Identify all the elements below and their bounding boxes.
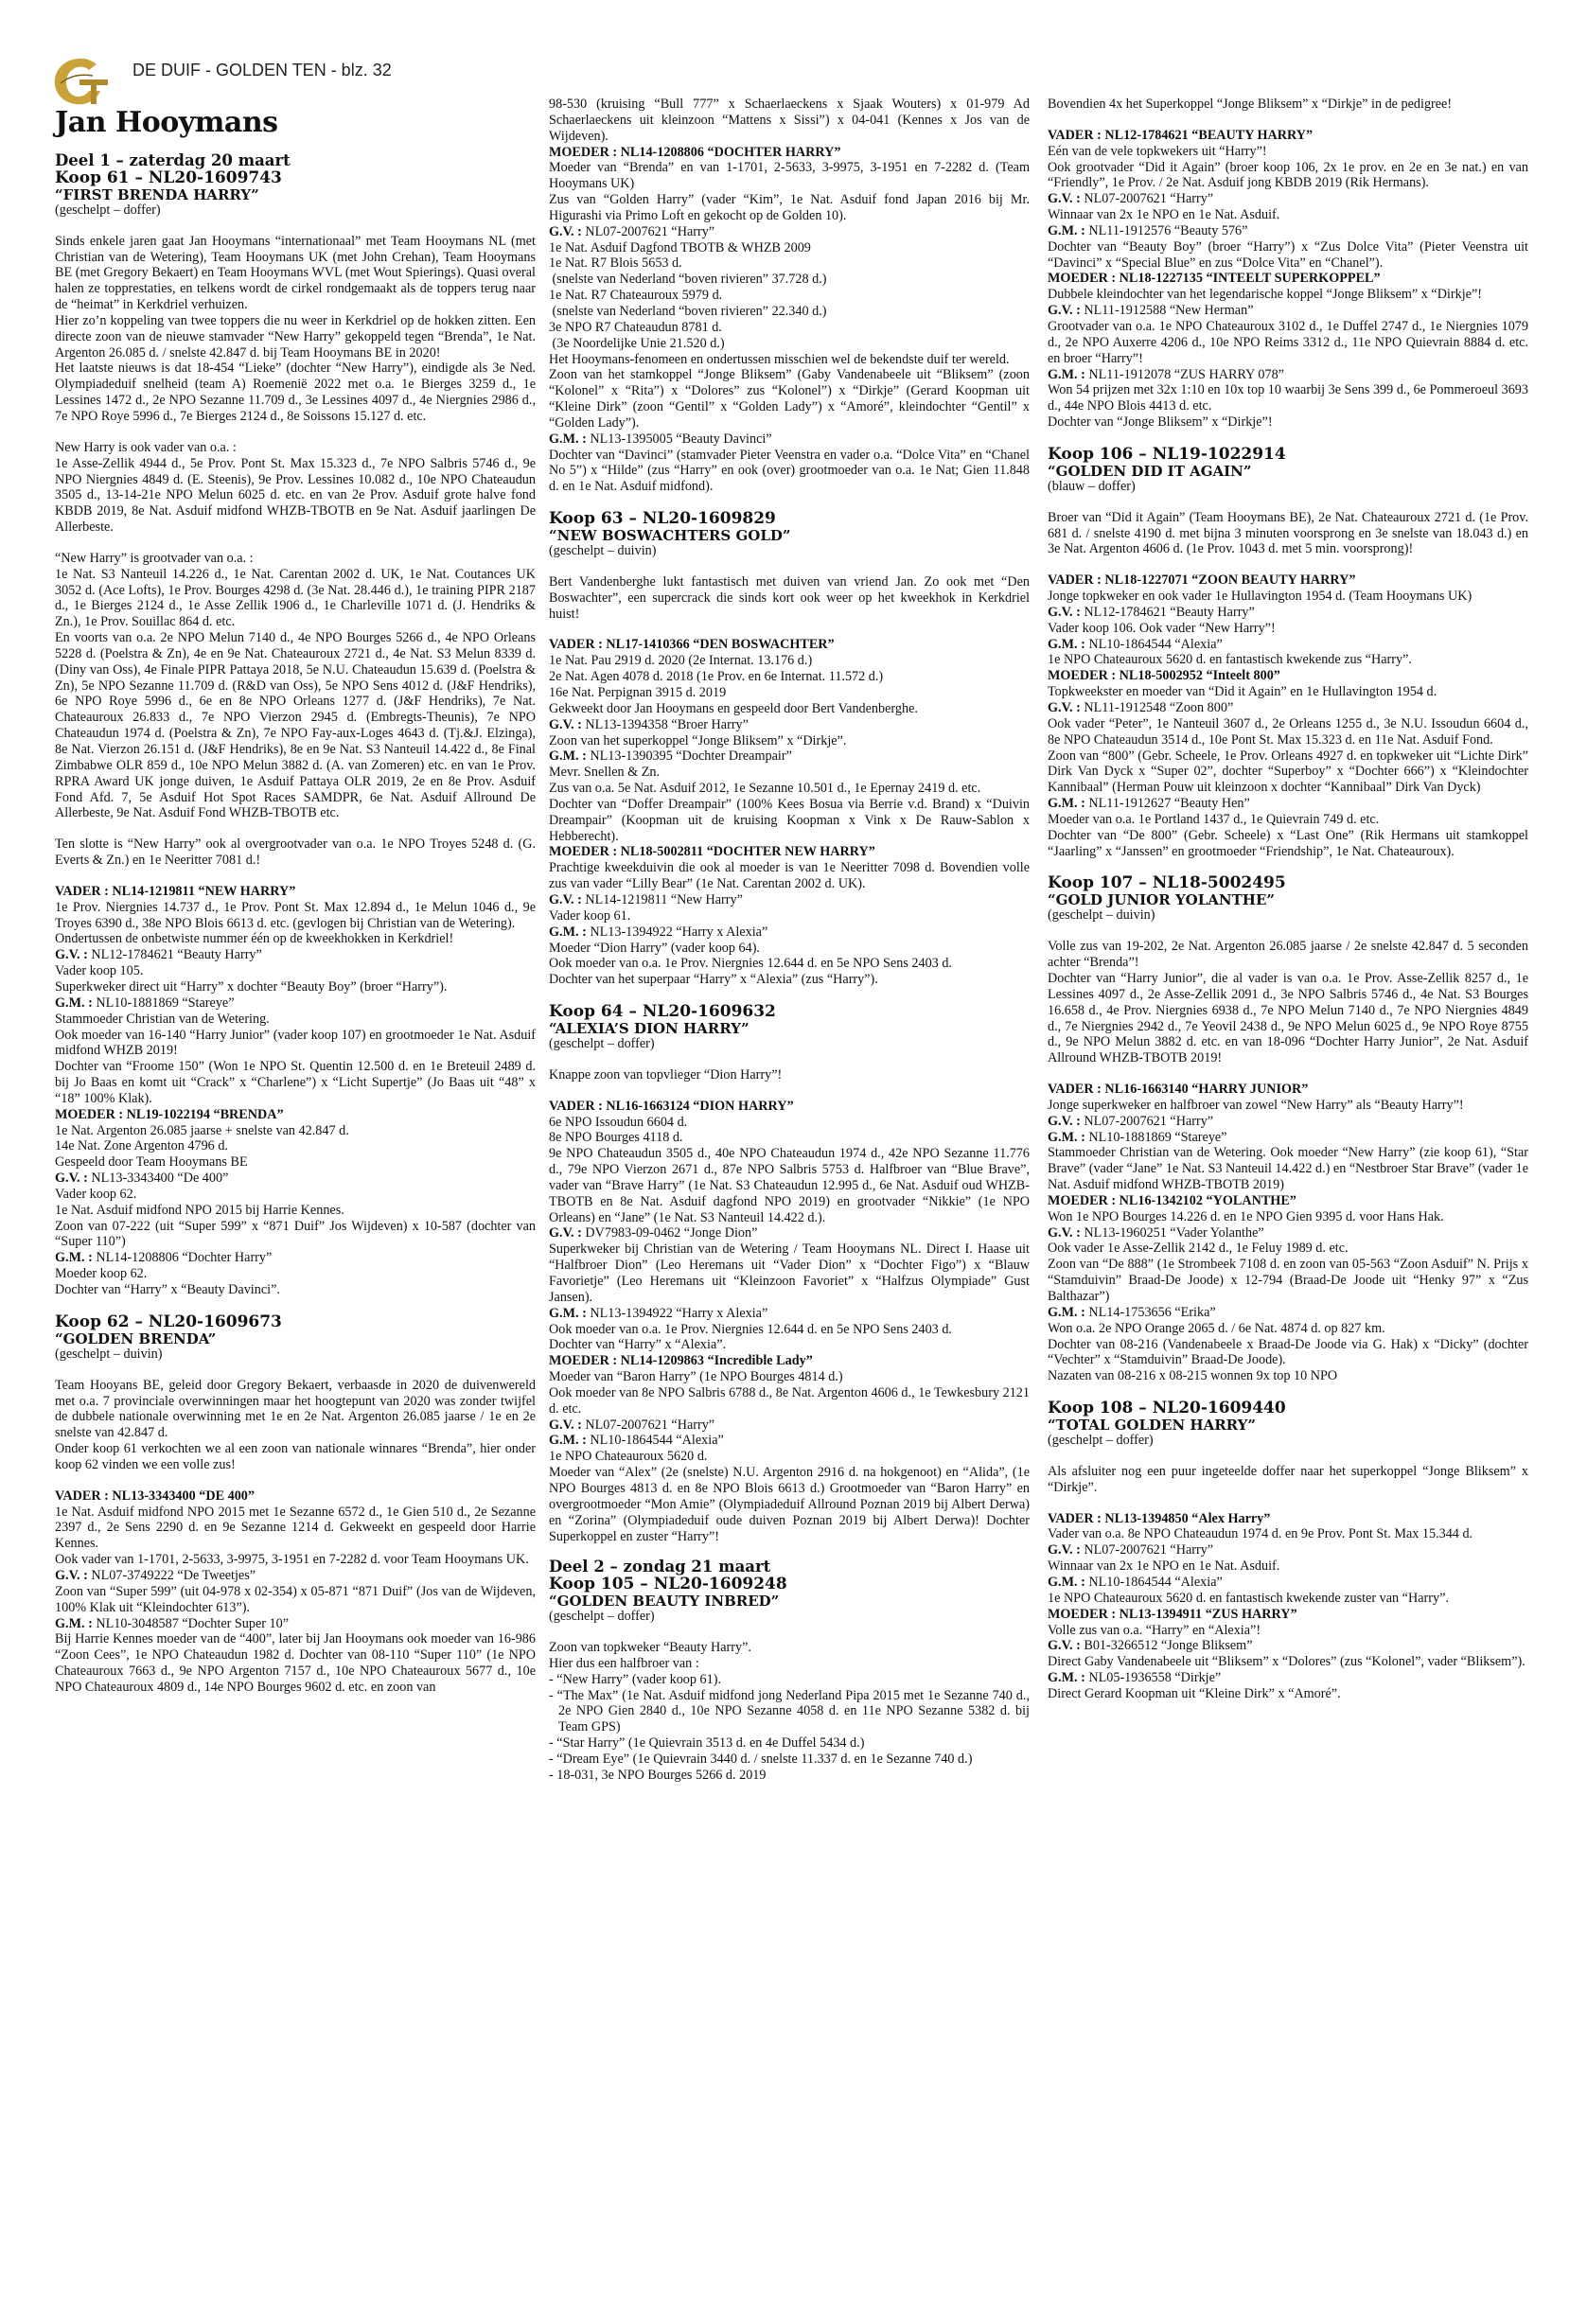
paragraph: Zus van “Golden Harry” (vader “Kim”, 1e Nat. Asduif fond Japan 2016 bij Mr. Higurashi via Primo Loft en gekocht op de Golden 10). — [549, 192, 1033, 223]
lot-heading: Koop 61 – NL20-1609743 — [55, 167, 282, 187]
pedigree-prefix: G.V. : — [55, 947, 88, 963]
paragraph: Dochter van “Froome 150” (Won 1e NPO St. Quentin 12.500 d. en 1e Breteuil 2489 d. bij Jo Baas en komt uit “Crack” x “Charlene”) x “Licht Supertje” (Jo Baas uit “48” x “18” 100% Klak). — [55, 1059, 539, 1106]
pedigree-prefix: G.V. : — [549, 1417, 582, 1433]
paragraph: G.V. : NL07-2007621 “Harry” — [549, 1417, 715, 1433]
paragraph: Vader van o.a. 8e NPO Chateaudun 1974 d. en 9e Prov. Pont St. Max 15.344 d. — [1048, 1526, 1473, 1542]
lot-heading: Koop 107 – NL18-5002495 — [1048, 873, 1286, 893]
list-item: - “New Harry” (vader koop 61). — [549, 1671, 721, 1687]
paragraph: Stammoeder Christian van de Wetering. — [55, 1011, 270, 1027]
paragraph: Bij Harrie Kennes moeder van de “400”, later bij Jan Hooymans ook moeder van 16-986 “Zoon Cees”, 1e NPO Chateaudun 1982 d. Dochter van 08-110 “Super 110” (1e NPO Chateauroux 7663 d., 9e NPO Argenton 7157 d., 10e NPO Chateauroux 5677 d., 10e NPO Chateauroux 4809 d., 14e NPO Bourges 9602 d. etc. en zoon van — [55, 1631, 539, 1695]
paragraph: Dochter van “De 800” (Gebr. Scheele) x “Last One” (Rik Hermans uit stamkoppel “Jaarling” x “Janssen” en grootmoeder “Friendship”, 1e Nat. Chateauroux). — [1048, 827, 1532, 859]
pedigree-prefix: G.V. : — [1048, 1113, 1081, 1129]
paragraph: Gekweekt door Jan Hooymans en gespeeld door Bert Vandenberghe. — [549, 700, 918, 716]
paragraph: G.M. : NL10-1864544 “Alexia” — [1048, 636, 1223, 652]
column-1 — [55, 151, 539, 1696]
paragraph: Grootvader van o.a. 1e NPO Chateauroux 3102 d., 1e Duffel 2747 d., 1e Niergnies 1079 d., 2e NPO Auxerre 4206 d., 10e NPO Reims 3312 d., 11e NPO Quievrain 8884 d. etc. en broer “Harry”! — [1048, 318, 1532, 366]
parent-heading: VADER : NL13-3343400 “DE 400” — [55, 1488, 255, 1504]
paragraph: G.V. : B01-3266512 “Jonge Bliksem” — [1048, 1638, 1253, 1654]
pedigree-prefix: G.V. : — [1048, 1224, 1081, 1241]
paragraph: G.M. : NL11-1912576 “Beauty 576” — [1048, 222, 1248, 238]
paragraph: G.V. : NL07-2007621 “Harry” — [1048, 191, 1214, 207]
paragraph: 1e Nat. R7 Blois 5653 d. — [549, 255, 682, 272]
paragraph: Ook grootvader “Did it Again” (broer koop 106, 2x 1e prov. en 2e en 3e nat.) en van “Friendly”, 1e Prov. / 2e Nat. Asduif jong KBDB 2019 (Rik Hermans). — [1048, 159, 1532, 191]
paragraph: Ten slotte is “New Harry” ook al overgrootvader van o.a. 1e NPO Troyes 5248 d. (G. Everts & Zn.) en 1e Neeritter 7081 d.! — [55, 836, 539, 869]
lot-sex: (geschelpt – doffer) — [55, 202, 161, 218]
lot-sex: (blauw – doffer) — [1048, 478, 1136, 494]
pedigree-prefix: G.V. : — [55, 1171, 88, 1187]
paragraph: G.V. : NL07-2007621 “Harry” — [1048, 1113, 1214, 1129]
pedigree-prefix: G.V. : — [1048, 1542, 1081, 1558]
spacer — [1048, 431, 1528, 446]
paragraph: Superkweker bij Christian van de Wetering / Team Hooymans NL. Direct I. Haase uit “Halfbroer Dion” (Leo Heremans uit “Vader Dion” x “Dochter Figo”) x “Blauw Favorietje” (Leo Heremans uit “Kleinzoon Favoriet” x “Halfzus Olympiade” Gust Jansen). — [549, 1241, 1033, 1305]
parent-heading: MOEDER : NL13-1394911 “ZUS HARRY” — [1048, 1606, 1297, 1622]
paragraph: Jonge topkweker en ook vader 1e Hullavington 1954 d. (Team Hooymans UK) — [1048, 589, 1472, 605]
paragraph: (3e Noordelijke Unie 21.520 d.) — [549, 335, 725, 351]
section-heading: Deel 1 – zaterdag 20 maart — [55, 151, 291, 169]
lot-heading: Koop 62 – NL20-1609673 — [55, 1312, 282, 1331]
paragraph: Ondertussen de onbetwiste nummer één op de kweekhokken in Kerkdriel! — [55, 931, 454, 947]
pedigree-prefix: G.V. : — [1048, 191, 1081, 207]
paragraph: (snelste van Nederland “boven rivieren” 37.728 d.) — [549, 272, 827, 288]
parent-heading: VADER : NL18-1227071 “ZOON BEAUTY HARRY” — [1048, 572, 1356, 589]
paragraph: Dubbele kleindochter van het legendarische koppel “Jonge Bliksem” x “Dirkje”! — [1048, 287, 1482, 303]
lot-name: “TOTAL GOLDEN HARRY” — [1048, 1417, 1257, 1435]
paragraph: Nazaten van 08-216 x 08-215 wonnen 9x top 10 NPO — [1048, 1368, 1338, 1384]
paragraph: Won o.a. 2e NPO Orange 2065 d. / 6e Nat. 4874 d. op 827 km. — [1048, 1320, 1385, 1336]
paragraph: Stammoeder Christian van de Wetering. Ook moeder “New Harry” (zie koop 61), “Star Brave” (vader “Jane” 1e Nat. S3 Nanteuil 14.422 d.) en “Nestbroer Star Brave” (vader 1e Nat. Asduif midfond WHZB-TBOTB 2019) — [1048, 1145, 1532, 1193]
pedigree-prefix: G.M. : — [1048, 222, 1085, 238]
pedigree-prefix: G.V. : — [1048, 303, 1081, 319]
paragraph: Ook moeder van 8e NPO Salbris 6788 d., 8e Nat. Argenton 4606 d., 1e Tewkesbury 2121 d. etc. — [549, 1384, 1033, 1417]
lot-heading: Koop 64 – NL20-1609632 — [549, 1002, 776, 1022]
header-text: DE DUIF - GOLDEN TEN - blz. 32 — [132, 61, 392, 79]
paragraph: Dochter van “Harry” x “Beauty Davinci”. — [55, 1282, 280, 1297]
paragraph: Gespeeld door Team Hooymans BE — [55, 1154, 248, 1171]
paragraph: Ook moeder van o.a. 1e Prov. Niergnies 12.644 d. en 5e NPO Sens 2403 d. — [549, 956, 952, 972]
paragraph: 8e NPO Bourges 4118 d. — [549, 1130, 683, 1146]
spacer — [1048, 1066, 1528, 1082]
lot-name: “FIRST BRENDA HARRY” — [55, 185, 259, 203]
paragraph: Moeder van “Baron Harry” (1e NPO Bourges 4814 d.) — [549, 1369, 843, 1385]
parent-heading: MOEDER : NL19-1022194 “BRENDA” — [55, 1106, 284, 1122]
paragraph: Ook vader van 1-1701, 2-5633, 3-9975, 3-1951 en 7-2282 d. voor Team Hooymans UK. — [55, 1552, 529, 1568]
pedigree-prefix: G.V. : — [549, 223, 582, 239]
paragraph: Vader koop 62. — [55, 1186, 137, 1202]
parent-heading: MOEDER : NL14-1208806 “DOCHTER HARRY” — [549, 144, 841, 160]
paragraph: G.M. : NL10-1881869 “Stareye” — [55, 995, 235, 1011]
spacer — [1048, 859, 1528, 874]
parent-heading: MOEDER : NL18-1227135 “INTEELT SUPERKOPPEL” — [1048, 271, 1381, 287]
article-title: Jan Hooymans — [55, 106, 278, 139]
paragraph: G.M. : NL13-1394922 “Harry x Alexia” — [549, 1305, 768, 1321]
paragraph: Hier zo’n koppeling van twee toppers die nu weer in Kerkdriel op de hokken zitten. Een directe zoon van de nieuwe stamvader “New Harry” gekoppeld tegen “Brenda”, 1e Nat. Argenton 26.085 d. / snelste 42.847 d. bij Team Hooymans BE in 2020! — [55, 312, 539, 361]
paragraph: 9e NPO Chateaudun 3505 d., 40e NPO Chateaudun 1974 d., 42e NPO Sezanne 11.776 d., 79e NPO Vierzon 2671 d., 87e NPO Salbris 5753 d. Halfbroer van “Blue Brave”, vader van “Brave Harry” (1e Nat. S3 Chateaudun 12.995 d., 6e Nat. Asduif oud WHZB-TBOTB en 8e Nat. Asduif dagfond NPO 2019) en grootvader “Nikkie” (1e NPO Orleans) en “Jane” (1e Nat. S3 Nanteuil 14.422 d.). — [549, 1146, 1033, 1225]
paragraph: G.M. : NL14-1208806 “Dochter Harry” — [55, 1250, 273, 1266]
pedigree-prefix: G.M. : — [1048, 1304, 1085, 1320]
pedigree-prefix: G.M. : — [549, 924, 587, 940]
spacer — [1048, 1384, 1528, 1400]
paragraph: Zoon van 07-222 (uit “Super 599” x “871 Duif” Jos Wijdeven) x 10-587 (dochter van “Super 110”) — [55, 1218, 539, 1250]
paragraph: Superkweker direct uit “Harry” x dochter “Beauty Boy” (broer “Harry”). — [55, 978, 448, 995]
paragraph: Team Hooyans BE, geleid door Gregory Bekaert, verbaasde in 2020 de duivenwereld met o.a. 7 provinciale overwinningen maar het hoogtepunt van 2020 was zonder twijfel de dubbele nationale overwinning met 1e en 2e Nat. Argenton 26.085 jaarse / 1e en 2e snelste van 42.847 d. — [55, 1377, 539, 1441]
paragraph: G.V. : NL12-1784621 “Beauty Harry” — [1048, 604, 1255, 620]
paragraph: Onder koop 61 verkochten we al een zoon van nationale winnares “Brenda”, hier onder koop 62 vinden we een volle zus! — [55, 1441, 539, 1472]
pedigree-prefix: G.M. : — [1048, 1129, 1085, 1145]
paragraph: G.V. : NL13-1394358 “Broer Harry” — [549, 716, 749, 732]
paragraph: Winnaar van 2x 1e NPO en 1e Nat. Asduif. — [1048, 1558, 1280, 1575]
column-3 — [1048, 97, 1532, 1702]
paragraph: G.V. : NL07-3749222 “De Tweetjes” — [55, 1567, 256, 1583]
parent-heading: VADER : NL14-1219811 “NEW HARRY” — [55, 883, 296, 899]
spacer — [1048, 113, 1528, 128]
paragraph: Vader koop 106. Ook vader “New Harry”! — [1048, 620, 1276, 636]
paragraph: Dochter van “Jonge Bliksem” x “Dirkje”! — [1048, 414, 1273, 431]
paragraph: Dochter van “Doffer Dreampair” (100% Kees Bosua via Berrie v.d. Brand) x “Duivin Dreampair” (Koopman uit de kruising Koopman x Vink x De Rauw-Sablon x Hebberecht). — [549, 796, 1033, 844]
paragraph: G.V. : NL11-1912548 “Zoon 800” — [1048, 700, 1234, 715]
paragraph: G.V. : NL14-1219811 “New Harry” — [549, 891, 743, 907]
parent-heading: MOEDER : NL14-1209863 “Incredible Lady” — [549, 1353, 813, 1369]
golden-ten-logo-icon — [51, 55, 117, 108]
spacer — [55, 425, 536, 440]
lot-sex: (geschelpt – doffer) — [549, 1609, 655, 1625]
pedigree-prefix: G.V. : — [1048, 700, 1081, 715]
parent-heading: MOEDER : NL18-5002952 “Inteelt 800” — [1048, 668, 1280, 684]
paragraph: Knappe zoon van topvlieger “Dion Harry”! — [549, 1066, 783, 1083]
paragraph: New Harry is ook vader van o.a. : — [55, 439, 237, 455]
paragraph: Dochter van het superpaar “Harry” x “Alexia” (zus “Harry”). — [549, 972, 878, 988]
pedigree-prefix: G.M. : — [549, 431, 587, 447]
paragraph: Bert Vandenberghe lukt fantastisch met duiven van vriend Jan. Zo ook met “Den Boswachter”, een supercrack die sinds kort ook weer op het kweekhok in Kerkdriel huist! — [549, 573, 1033, 622]
parent-heading: MOEDER : NL16-1342102 “YOLANTHE” — [1048, 1192, 1296, 1208]
paragraph: Moeder van o.a. 1e Portland 1437 d., 1e Quievrain 749 d. etc. — [1048, 811, 1380, 827]
paragraph: 1e Prov. Niergnies 14.737 d., 1e Prov. Pont St. Max 12.894 d., 1e Melun 1046 d., 9e Troyes 6390 d., 38e NPO Blois 6613 d. etc. (gevlogen bij Christian van de Wetering). — [55, 899, 539, 931]
paragraph: 1e NPO Chateauroux 5620 d. en fantastisch kwekende zuster van “Harry”. — [1048, 1590, 1449, 1606]
lot-name: “GOLDEN DID IT AGAIN” — [1048, 462, 1252, 480]
spacer — [1048, 557, 1528, 572]
paragraph: G.V. : NL07-2007621 “Harry” — [549, 223, 715, 239]
pedigree-prefix: G.M. : — [55, 995, 93, 1011]
paragraph: G.M. : NL10-1864544 “Alexia” — [549, 1433, 724, 1449]
spacer — [55, 536, 536, 551]
lot-sex: (geschelpt – duivin) — [549, 543, 657, 559]
paragraph: 16e Nat. Perpignan 3915 d. 2019 — [549, 685, 727, 700]
pedigree-prefix: G.V. : — [1048, 604, 1081, 620]
paragraph: G.V. : NL11-1912588 “New Herman” — [1048, 303, 1254, 319]
paragraph: G.M. : NL13-1394922 “Harry x Alexia” — [549, 924, 768, 940]
lot-sex: (geschelpt – doffer) — [1048, 1433, 1154, 1449]
paragraph: G.M. : NL10-1864544 “Alexia” — [1048, 1574, 1223, 1590]
paragraph: Zoon van het stamkoppel “Jonge Bliksem” (Gaby Vandenabeele uit “Bliksem” (zoon “Kolonel” x “Rita”) x “Dolores” zus “Kolonel”) x “Dirkje” (Gerard Koopman uit “Kleine Dirk” (zoon “Gentil” x “Golden Lady”) x “Amoré”, kleindochter “Gentil” x “Golden Lady”). — [549, 367, 1033, 431]
paragraph: Moeder van “Brenda” en van 1-1701, 2-5633, 3-9975, 3-1951 en 7-2282 d. (Team Hooymans UK) — [549, 160, 1033, 192]
pedigree-prefix: G.M. : — [1048, 796, 1085, 812]
paragraph: 1e NPO Chateauroux 5620 d. — [549, 1449, 708, 1465]
paragraph: Prachtige kweekduivin die ook al moeder is van 1e Neeritter 7098 d. Bovendien volle zus van vader “Lilly Bear” (1e Nat. Carentan 2002 d. UK). — [549, 860, 1033, 892]
paragraph: Zoon van “Super 599” (uit 04-978 x 02-354) x 05-871 “871 Duif” (Jos van de Wijdeven, 100% Klak uit “Kleindochter 613”). — [55, 1583, 539, 1615]
paragraph: G.V. : DV7983-09-0462 “Jonge Dion” — [549, 1225, 758, 1241]
paragraph: Zoon van topkweker “Beauty Harry”. — [549, 1640, 751, 1656]
lot-name: “ALEXIA’S DION HARRY” — [549, 1020, 749, 1038]
paragraph: Als afsluiter nog een puur ingeteelde doffer naar het superkoppel “Jonge Bliksem” x “Dirkje”. — [1048, 1463, 1532, 1495]
spacer — [549, 495, 1030, 510]
paragraph: Het Hooymans-fenomeen en ondertussen misschien wel de bekendste duif ter wereld. — [549, 351, 1010, 367]
pedigree-prefix: G.V. : — [549, 891, 582, 907]
lot-heading: Koop 105 – NL20-1609248 — [549, 1575, 787, 1594]
lot-name: “GOLDEN BRENDA” — [55, 1329, 217, 1347]
paragraph: G.M. : NL13-1390395 “Dochter Dreampair” — [549, 748, 792, 765]
paragraph: Dochter van “Beauty Boy” (broer “Harry”) x “Zus Dolce Vita” (Pieter Veenstra uit “Davinci” x “Special Blue” en zus “Dolce Vita” en “Chanel”). — [1048, 238, 1532, 271]
paragraph: Hier dus een halfbroer van : — [549, 1655, 699, 1671]
page-header — [51, 55, 619, 108]
paragraph: G.V. : NL13-3343400 “De 400” — [55, 1171, 229, 1187]
paragraph: Moeder van “Alex” (2e (snelste) N.U. Argenton 2916 d. na hokgenoot) en “Alida”, (1e NPO Bourges 4813 d. en 8e NPO Blois 6613 d.) Grootmoeder van “Baron Harry” en overgrootmoeder “Mon Amie” (Olympiadeduif Allround Poznan 2019 bij Albert Derwa) en “Zorina” (Olympiadeduif oude duiven Poznan 2019 bij Albert Derwa)! Dochter Superkoppel en zuster “Harry”! — [549, 1465, 1033, 1544]
paragraph: Ook vader “Peter”, 1e Nanteuil 3607 d., 2e Orleans 1255 d., 3e N.U. Issoudun 6604 d., 8e NPO Chateaudun 3514 d., 10e Pont St. Max 15.323 d. en 11e Nat. Asduif Fond. — [1048, 715, 1532, 748]
pedigree-prefix: G.M. : — [549, 1433, 587, 1449]
paragraph: 1e Nat. Asduif midfond NPO 2015 bij Harrie Kennes. — [55, 1202, 344, 1218]
paragraph: 1e Nat. Asduif midfond NPO 2015 met 1e Sezanne 6572 d., 1e Gien 510 d., 2e Sezanne 2397 d., 2e Sens 2290 d. en 9e Sezanne 1214 d. Gekweekt en gespeeld door Harrie Kennes. — [55, 1504, 539, 1552]
parent-heading: VADER : NL13-1394850 “Alex Harry” — [1048, 1510, 1271, 1526]
pedigree-prefix: G.V. : — [549, 1225, 582, 1241]
paragraph: Eén van de vele topkwekers uit “Harry”! — [1048, 143, 1267, 159]
parent-heading: VADER : NL12-1784621 “BEAUTY HARRY” — [1048, 127, 1314, 143]
pedigree-prefix: G.V. : — [549, 716, 582, 732]
paragraph: 1e Nat. Asduif Dagfond TBOTB & WHZB 2009 — [549, 239, 811, 255]
list-item: - “Star Harry” (1e Quievrain 3513 d. en 4e Duffel 5434 d.) — [549, 1735, 865, 1752]
paragraph: 98-530 (kruising “Bull 777” x Schaerlaeckens x Sjaak Wouters) x 01-979 Ad Schaerlaeckens uit kleinzoon “Mattens x Sissi”) x 04-041 (Kennes x Jos van de Wijdeven). — [549, 97, 1033, 144]
pedigree-prefix: G.M. : — [1048, 366, 1085, 382]
paragraph: G.M. : NL13-1395005 “Beauty Davinci” — [549, 431, 772, 447]
paragraph: G.M. : NL10-1881869 “Stareye” — [1048, 1129, 1227, 1145]
lot-heading: Koop 108 – NL20-1609440 — [1048, 1399, 1286, 1418]
paragraph: Topkweekster en moeder van “Did it Again” en 1e Hullavington 1954 d. — [1048, 684, 1437, 700]
paragraph: 1e Nat. S3 Nanteuil 14.226 d., 1e Nat. Carentan 2002 d. UK, 1e Nat. Coutances UK 3052 d. (Ace Lofts), 1e Prov. Bourges 4298 d. (3e Nat. 28.446 d.), 1e training PIPR 2187 d., 1e Bierges 2124 d., 1e Asse Zellik 1906 d., 1e Charleville 1071 d. (J. Hendriks & Zn.), 1e Prov. Souillac 864 d. etc. — [55, 566, 539, 630]
paragraph: Ook vader 1e Asse-Zellik 2142 d., 1e Feluy 1989 d. etc. — [1048, 1241, 1349, 1257]
paragraph: Zoon van “800” (Gebr. Scheele, 1e Prov. Orleans 4927 d. en topkweker uit “Lichte Dirk” Dirk Van Dyck x “Super 02”, dochter “Superboy” x “Dochter 666”) x “Kleindochter Kannibaal” (Herman Pouw uit kleinzoon x dochter “Kannibaal” Dirk Van Dyck) — [1048, 748, 1532, 796]
parent-heading: VADER : NL16-1663124 “DION HARRY” — [549, 1098, 794, 1114]
lot-sex: (geschelpt – duivin) — [1048, 907, 1155, 924]
lot-name: “GOLD JUNIOR YOLANTHE” — [1048, 891, 1276, 909]
paragraph: G.M. : NL05-1936558 “Dirkje” — [1048, 1670, 1222, 1686]
paragraph: G.V. : NL13-1960251 “Vader Yolanthe” — [1048, 1224, 1264, 1241]
paragraph: 1e Nat. Argenton 26.085 jaarse + snelste van 42.847 d. — [55, 1122, 349, 1138]
paragraph: Moeder koop 62. — [55, 1266, 148, 1282]
paragraph: “New Harry” is grootvader van o.a. : — [55, 550, 254, 566]
paragraph: G.V. : NL12-1784621 “Beauty Harry” — [55, 947, 262, 963]
paragraph: Mevr. Snellen & Zn. — [549, 765, 661, 781]
spacer — [1048, 1496, 1528, 1511]
paragraph: Volle zus van o.a. “Harry” en “Alexia”! — [1048, 1622, 1261, 1638]
pedigree-prefix: G.M. : — [55, 1250, 93, 1266]
paragraph: Bovendien 4x het Superkoppel “Jonge Bliksem” x “Dirkje” in de pedigree! — [1048, 97, 1453, 112]
paragraph: (snelste van Nederland “boven rivieren” 22.340 d.) — [549, 303, 827, 319]
pedigree-prefix: G.M. : — [1048, 1574, 1085, 1590]
paragraph: Zoon van het superkoppel “Jonge Bliksem” x “Dirkje”. — [549, 732, 847, 748]
pedigree-prefix: G.M. : — [1048, 1670, 1085, 1686]
lot-heading: Koop 63 – NL20-1609829 — [549, 509, 776, 529]
list-item: - “Dream Eye” (1e Quievrain 3440 d. / snelste 11.337 d. en 1e Sezanne 740 d.) — [549, 1751, 973, 1767]
paragraph: En voorts van o.a. 2e NPO Melun 7140 d., 4e NPO Bourges 5266 d., 4e NPO Orleans 5228 d. (Poelstra & Zn), 4e en 9e Nat. Chateauroux 2721 d., 4e Nat. S3 Melun 8339 d. (Diny van Oss), 4e Finale PIPR Pattaya 2018, 5e N.U. Chateaudun 15.639 d. (Poelstra & Zn), 5e NPO Sezanne 11.709 d. (R&D van Oss), 5e NPO Sens 4012 d. (J&F Hendriks), 6e NPO Roye 5996 d., 6e en 8e NPO Orleans 1277 d. (J&F Hendriks), 7e Nat. Chateauroux 26.833 d., 7e NPO Vierzon 2945 d. (Embregts-Theunis), 7e NPO Chateaudun 1974 d. (Poelstra & Zn), 7e NPO Fay-aux-Loges 4643 d. (Tj.&J. Elzinga), 8e Nat. Vierzon 26.151 d. (J&F Hendriks), 8e en 9e Nat. S3 Nanteuil 14.422 d., 8e Final Zimbabwe OLR 859 d., 10e NPO Melun 3882 d. (A. van Zomeren) etc. en van 1e Prov. RPRA Award UK jonge duiven, 1e Asduif Pattaya OLR 2019, 2e en 8e Prov. Asduif Fond Afd. 7, 5e Asduif Hot Spot Races SAMDPR, 6e Nat. Asduif Allround De Allerbeste, 9e Nat. Asduif Fond WHZB-TBOTB etc. — [55, 630, 539, 821]
spacer — [549, 988, 1030, 1003]
parent-heading: VADER : NL16-1663140 “HARRY JUNIOR” — [1048, 1082, 1309, 1098]
paragraph: G.M. : NL11-1912078 “ZUS HARRY 078” — [1048, 366, 1284, 382]
paragraph: Winnaar van 2x 1e NPO en 1e Nat. Asduif. — [1048, 207, 1280, 223]
spacer — [55, 1473, 536, 1488]
paragraph: G.M. : NL11-1912627 “Beauty Hen” — [1048, 796, 1250, 812]
pedigree-prefix: G.M. : — [549, 748, 587, 765]
paragraph: Direct Gerard Koopman uit “Kleine Dirk” x “Amoré”. — [1048, 1685, 1341, 1701]
paragraph: 1e Nat. R7 Chateauroux 5979 d. — [549, 288, 723, 304]
paragraph: Jonge superkweker en halfbroer van zowel “New Harry” als “Beauty Harry”! — [1048, 1097, 1464, 1113]
paragraph: Vader koop 105. — [55, 963, 144, 979]
paragraph: Ook moeder van 16-140 “Harry Junior” (vader koop 107) en grootmoeder 1e Nat. Asduif midfond WHZB 2019! — [55, 1027, 539, 1059]
parent-heading: VADER : NL17-1410366 “DEN BOSWACHTER” — [549, 637, 835, 653]
column-2 — [549, 97, 1033, 1784]
paragraph: Het laatste nieuws is dat 18-454 “Lieke” (dochter “New Harry”), eindigde als 3e Ned. Olympiadeduif snelheid (team A) Roemenië 2022 met o.a. 1e Bierges 3259 d., 1e Lessines 1472 d., 2e NPO Sezanne 11.709 d., 3e Lessines 4097 d., 4e Niergnies 2986 d., 7e NPO Roye 5996 d., 7e Bierges 2124 d., 8e Soissons 15.127 d. etc. — [55, 361, 539, 424]
paragraph: Direct Gaby Vandenabeele uit “Bliksem” x “Dolores” (zus “Kolonel”, vader “Bliksem”). — [1048, 1654, 1525, 1670]
paragraph: Ook moeder van o.a. 1e Prov. Niergnies 12.644 d. en 5e NPO Sens 2403 d. — [549, 1321, 952, 1337]
spacer — [55, 1298, 536, 1313]
paragraph: Volle zus van 19-202, 2e Nat. Argenton 26.085 jaarse / 2e snelste 42.847 d. 5 seconden achter “Brenda”! — [1048, 939, 1532, 971]
paragraph: 1e NPO Chateauroux 5620 d. en fantastisch kwekende zus “Harry”. — [1048, 652, 1412, 668]
paragraph: Dochter van 08-216 (Vandenabeele x Braad-De Joode via G. Hak) x “Dicky” (dochter “Vechter” x “Stamduivin” Braad-De Joode). — [1048, 1336, 1532, 1368]
pedigree-prefix: G.V. : — [55, 1567, 88, 1583]
spacer — [549, 1083, 1030, 1099]
paragraph: Won 1e NPO Bourges 14.226 d. en 1e NPO Gien 9395 d. voor Hans Hak. — [1048, 1208, 1444, 1224]
paragraph: Moeder “Dion Harry” (vader koop 64). — [549, 940, 760, 956]
lot-name: “NEW BOSWACHTERS GOLD” — [549, 527, 791, 545]
paragraph: Won 54 prijzen met 32x 1:10 en 10x top 10 waarbij 3e Sens 399 d., 6e Pommeroeul 3693 d., 44e NPO Blois 4413 d. etc. — [1048, 382, 1532, 414]
pedigree-prefix: G.V. : — [1048, 1638, 1081, 1654]
paragraph: 6e NPO Issoudun 6604 d. — [549, 1114, 688, 1130]
paragraph: G.V. : NL07-2007621 “Harry” — [1048, 1542, 1214, 1558]
paragraph: G.M. : NL14-1753656 “Erika” — [1048, 1304, 1216, 1320]
pedigree-prefix: G.M. : — [1048, 636, 1085, 652]
spacer — [55, 869, 536, 884]
paragraph: 1e Asse-Zellik 4944 d., 5e Prov. Pont St. Max 15.323 d., 7e NPO Salbris 5746 d., 9e NPO Niergnies 4849 d. (E. Steenis), 9e Prov. Lessines 10.082 d., 10e NPO Chateaudun 3505 d., 13-14-21e NPO Melun 6025 d. etc. en van 2e Prov. Asduif grote halve fond KBDB 2019, 8e Nat. Asduif midfond WHZB-TBOTB en 9e Nat. Asduif jaarlingen De Allerbeste. — [55, 455, 539, 536]
paragraph: 1e Nat. Pau 2919 d. 2020 (2e Internat. 13.176 d.) — [549, 653, 813, 669]
lot-sex: (geschelpt – doffer) — [549, 1036, 655, 1052]
spacer — [549, 622, 1030, 637]
paragraph: G.M. : NL10-3048587 “Dochter Super 10” — [55, 1615, 290, 1631]
lot-sex: (geschelpt – duivin) — [55, 1346, 163, 1362]
paragraph: Broer van “Did it Again” (Team Hooymans BE), 2e Nat. Chateauroux 2721 d. (1e Prov. 681 d. / snelste 4190 d. met bijna 3 minuten voorsprong en 3e snelste van 18.043 d.) en 3e Nat. Argenton 4606 d. (1e Prov. 1043 d. met 5 min. voorsprong)! — [1048, 509, 1532, 557]
paragraph: Vader koop 61. — [549, 907, 631, 924]
parent-heading: MOEDER : NL18-5002811 “DOCHTER NEW HARRY” — [549, 844, 875, 860]
paragraph: Sinds enkele jaren gaat Jan Hooymans “internationaal” met Team Hooymans NL (met Christian van de Wetering), Team Hooymans UK (met John Crehan), Team Hooymans BE (met Gregory Bekaert) en Team Hooymans WVL (met Wout Spierings). Quasi overal halen ze topprestaties, en telkens wordt de cirkel rondgemaakt als de toppers terug naar de “heimat” in Kerkdriel verhuizen. — [55, 233, 539, 313]
paragraph: Zoon van “De 888” (1e Strombeek 7108 d. en zoon van 05-563 “Zoon Asduif” N. Prijs x “Stamduivin” Braad-De Joode) x 12-794 (Braad-De Joode uit “Henky 97” x “Zus Balthazar”) — [1048, 1257, 1532, 1304]
pedigree-prefix: G.M. : — [549, 1305, 587, 1321]
paragraph: 2e Nat. Agen 4078 d. 2018 (1e Prov. en 6e Internat. 11.572 d.) — [549, 669, 884, 685]
lot-heading: Koop 106 – NL19-1022914 — [1048, 444, 1286, 464]
paragraph: Dochter van “Harry” x “Alexia”. — [549, 1337, 727, 1353]
paragraph: 14e Nat. Zone Argenton 4796 d. — [55, 1138, 228, 1154]
list-item: - “The Max” (1e Nat. Asduif midfond jong Nederland Pipa 2015 met 1e Sezanne 740 d., 2e NPO Gien 2840 d., 10e NPO Sezanne 4058 d. en 11e NPO Sezanne 5382 d. bij Team GPS) — [549, 1687, 1033, 1735]
paragraph: 3e NPO R7 Chateaudun 8781 d. — [549, 319, 722, 335]
lot-name: “GOLDEN BEAUTY INBRED” — [549, 1593, 780, 1611]
paragraph: Dochter van “Harry Junior”, die al vader is van o.a. 1e Prov. Asse-Zellik 8257 d., 1e Lessines 4097 d., 2e Asse-Zellik 2091 d., 3e NPO Salbris 5746 d., 4e Nat. S3 Bourges 16.658 d., 4e Prov. Niergnies 6938 d., 7e NPO Melun 7140 d., 7e NPO Niergnies 4849 d., 7e Niergnies 2942 d., 7e Yeovil 2438 d., 9e NPO Melun 6025 d., 9e NPO Roye 8755 d., 9e NPO Melun 3882 d. etc. en van 18-096 “Dochter Harry Junior”, 2e Nat. Asduif Allround WHZB-TBOTB 2019! — [1048, 970, 1532, 1066]
list-item: - 18-031, 3e NPO Bourges 5266 d. 2019 — [549, 1767, 767, 1783]
pedigree-prefix: G.M. : — [55, 1615, 93, 1631]
spacer — [55, 821, 536, 836]
paragraph: Dochter van “Davinci” (stamvader Pieter Veenstra en vader o.a. “Dolce Vita” en “Chanel No 5”) x “Hilde” (zus “Harry” en ook (over) grootmoeder van o.a. 1e Nat; Gien 11.848 d. en 1e Nat. Asduif midfond). — [549, 447, 1033, 495]
paragraph: Zus van o.a. 5e Nat. Asduif 2012, 1e Sezanne 10.501 d., 1e Epernay 2419 d. etc. — [549, 781, 981, 797]
section-heading: Deel 2 – zondag 21 maart — [549, 1558, 771, 1576]
